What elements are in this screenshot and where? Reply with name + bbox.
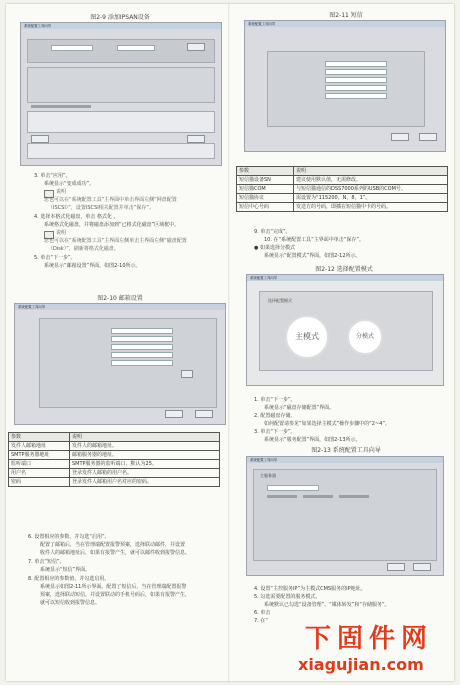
- table-header: 说明: [70, 433, 220, 442]
- table-cell: 短信中心号码: [237, 203, 294, 212]
- step-3-note-line-2: （ISCSI）”，设置ISCSI相关配置并单击“保存”。: [48, 205, 154, 211]
- step-3-line-2: 系统显示“变成成功”。: [44, 181, 95, 187]
- step-10: 10. 在“系统配置工具”主界面中单击“保存”。: [264, 237, 364, 243]
- table-cell: 登录发件人邮箱的用户名。: [70, 469, 220, 478]
- step-b-2: 2. 配置磁盘存储。: [254, 413, 296, 419]
- figure-2-13-title: 图2-13 系统配置工具向导: [311, 447, 381, 454]
- table-row: [9, 469, 220, 478]
- step-4-note-line-2: （Disk）”，刷新将格式化磁盘。: [48, 246, 119, 252]
- table-cell: 发送方的号码，即插在短信猫中卡的号码。: [294, 203, 448, 212]
- step-8-line-2: 系统显示如图2-11所示界面。配置了短信后，当在管理端配置报警: [40, 584, 187, 590]
- watermark-url: xiagujian.com: [298, 655, 424, 674]
- step-9: 9. 单击“完成”。: [254, 229, 291, 235]
- watermark-chinese: 下固件网: [305, 624, 434, 654]
- main-server-heading: 主服务器: [260, 473, 276, 478]
- figure-2-9-title: 图2-9 添加IPSAN设备: [90, 14, 150, 21]
- table-cell: 邮箱服务器的地址。: [70, 451, 220, 460]
- step-8-line-1: 8. 配置相应的参数值，并勾选启用。: [28, 576, 110, 582]
- step-5-line-2: 系统显示“邮箱设置”界面，如图2-10所示。: [44, 263, 141, 269]
- table-row: [237, 203, 448, 212]
- figure-2-10-screenshot: [14, 303, 226, 425]
- table-cell: 与短信猫通信的DSS7000系列的USB的COM号。: [294, 185, 448, 194]
- table-row: [237, 185, 448, 194]
- table-cell: 短信猫COM: [237, 185, 294, 194]
- window-title: 系统配置工具向导: [18, 305, 46, 309]
- table-header: 说明: [294, 167, 448, 176]
- step-3-note-line-1: 您也可以在“系统配置工具”主界面中单击界面左侧“网盘配置: [44, 197, 177, 203]
- step-b-3: 3. 单击“下一步”。: [254, 429, 296, 435]
- window-title: 系统配置工具向导: [24, 24, 52, 28]
- table-cell: 登录发件人邮箱用户名对应的密码。: [70, 478, 220, 487]
- bullet-sub-mode-desc: 系统显示“配置模式”界面，如图2-12所示。: [264, 253, 361, 259]
- table-cell: 密码: [9, 478, 70, 487]
- window-title: 系统配置工具向导: [250, 276, 278, 280]
- step-8-line-4: 就可以短信收到报警信息。: [40, 600, 101, 606]
- note-label: 说明: [56, 230, 67, 236]
- figure-2-10-title: 图2-10 邮箱设置: [97, 295, 143, 302]
- step-6-line-3: 收件人的邮箱地址后，如果有报警产生，就可以邮件收到报警信息。: [40, 550, 191, 556]
- step-4-line-1: 4. 选择本格式化磁盘，单击 格式化 。: [34, 214, 119, 220]
- step-b-3-desc: 系统显示“服务配置”界面，如图2-13所示。: [264, 437, 361, 443]
- step-c-5: 5. 勾选需要配置的服务模式。: [254, 594, 321, 600]
- table-cell: 短信猫协议: [237, 194, 294, 203]
- step-b-1-desc: 系统显示“磁盘存储配置”界面。: [264, 405, 335, 411]
- figure-2-11-title: 图2-11 短信: [329, 12, 363, 19]
- table-row: [237, 194, 448, 203]
- table-cell: SMTP服务器的监听端口，默认为25。: [70, 460, 220, 469]
- table-row: [9, 478, 220, 487]
- table-row: [237, 176, 448, 185]
- sub-mode-button[interactable]: 分模式: [347, 319, 383, 355]
- step-7-line-2: 系统显示“短信”界面。: [40, 567, 91, 573]
- step-c-4: 4. 设置“主控服务IP”为主模式CMS服务的IP地址。: [254, 586, 366, 592]
- figure-2-11-screenshot: [244, 20, 446, 152]
- bullet-sub-mode: ● 如果选择分模式: [254, 245, 295, 251]
- table-cell: 短信猫设备SN: [237, 176, 294, 185]
- page-crease: [228, 4, 230, 681]
- table-row: [9, 460, 220, 469]
- table-cell: 建议使用默认值，无需修改。: [294, 176, 448, 185]
- window-title: 系统配置工具向导: [248, 22, 276, 26]
- step-b-2-desc: 如何配置请参见“如果选择主模式”操作步骤中的“2~4”。: [264, 421, 390, 427]
- figure-2-9-screenshot: [20, 22, 222, 166]
- step-4-line-2: 系统格式化磁盘，并将磁盘添加到“已格式化磁盘”区域框中。: [44, 222, 180, 228]
- table-header: 参数: [237, 167, 294, 176]
- table-cell: SMTP服务器地址: [9, 451, 70, 460]
- note-label: 说明: [56, 189, 67, 195]
- select-mode-heading: 选择配置模式: [268, 298, 292, 303]
- main-mode-button[interactable]: 主模式: [285, 315, 329, 359]
- step-c-6: 6. 单击: [254, 610, 271, 616]
- table-cell: 发件人邮箱地址: [9, 442, 70, 451]
- table-cell: 监听端口: [9, 460, 70, 469]
- figure-2-13-screenshot: [246, 456, 444, 576]
- table-row: [9, 442, 220, 451]
- table-row: [9, 451, 220, 460]
- table-cell: 用户名: [9, 469, 70, 478]
- sms-parameter-table: [236, 166, 448, 212]
- table-header: 参数: [9, 433, 70, 442]
- step-7-line-1: 7. 单击“短信”。: [28, 559, 65, 565]
- step-3-line-1: 3. 单击“应用”。: [34, 173, 71, 179]
- step-5-line-1: 5. 单击“下一步”。: [34, 255, 76, 261]
- table-cell: 需设置为“115200，N，8，1”。: [294, 194, 448, 203]
- step-c-5-desc: 系统默认已勾选“设备管理”、“媒体转发”和“存储服务”。: [264, 602, 390, 608]
- figure-2-12-screenshot: [246, 274, 444, 386]
- table-cell: 发件人的邮箱地址。: [70, 442, 220, 451]
- step-b-1: 1. 单击“下一步”。: [254, 397, 296, 403]
- step-c-7: 7. 在“: [254, 618, 268, 624]
- step-8-line-3: 预案，选择联动短信，并设置联动的手机号码后，如果有报警产生，: [40, 592, 191, 598]
- step-4-note-line-1: 您也可以在“系统配置工具”主界面左侧单击主界面左侧“磁盘配置: [44, 238, 187, 244]
- step-6-line-2: 配置了邮箱后，当在管理端配置报警预案，选择联动邮件，并设置: [40, 542, 186, 548]
- window-title: 系统配置工具向导: [250, 458, 278, 462]
- email-parameter-table: [8, 432, 220, 487]
- figure-2-12-title: 图2-12 选择配置模式: [315, 266, 373, 273]
- step-6-line-1: 6. 设置相应的参数，并勾选“启用”。: [28, 534, 110, 540]
